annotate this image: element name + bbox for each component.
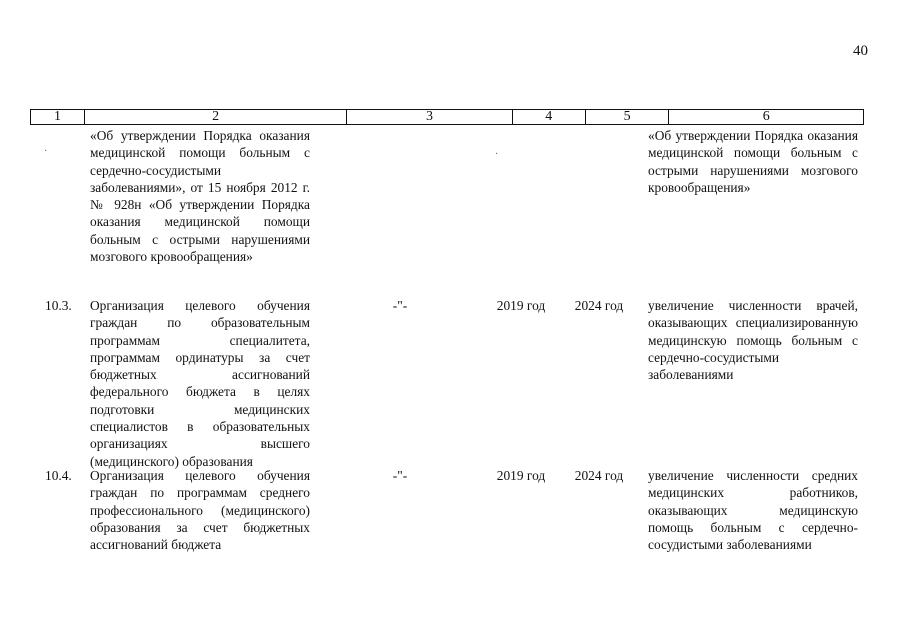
column-header-5: 5 (586, 110, 670, 124)
row-executor: -"- (392, 298, 408, 313)
row-number: 10.4. (45, 468, 72, 483)
row-number: 10.3. (45, 298, 72, 313)
row-description: Организация целевого обучения граждан по программам среднего профессионального (медицинского) образования за счет бюджетных ассигнований бюджета (90, 468, 310, 553)
row-end-date: 2024 год (574, 468, 624, 483)
row-result: увеличение численности врачей, оказывающих специализированную медицинскую помощь больным с сердечно-сосудистыми заболеваниями (648, 298, 858, 383)
column-header-4: 4 (513, 110, 586, 124)
column-header-6: 6 (762, 109, 770, 124)
row-start-date: 2019 год (496, 468, 546, 483)
row-executor: -"- (392, 468, 408, 483)
scan-speck: · (495, 149, 499, 160)
table-header-row (30, 109, 864, 125)
row-end-date: 2024 год (574, 298, 624, 313)
column-header-1: 1 (31, 110, 85, 124)
row-description: Организация целевого обучения граждан по образовательным программам специалитета, программам ординатуры за счет бюджетных ассигнований федерального бюджета в целях подготовки медицинских специалистов в образовательных организациях высшего (медицинского) образования (90, 298, 310, 469)
continuation-text-col6: «Об утверждении Порядка оказания медицинской помощи больным с острыми нарушениями мозгового кровообращения» (648, 128, 858, 195)
continuation-text-col2: «Об утверждении Порядка оказания медицинской помощи больным с сердечно-сосудистыми заболеваниями», от 15 ноября 2012 г. № 928н «Об утверждении Порядка оказания медицинской помощи больным с острыми нарушениями мозгового кровообращения» (90, 128, 310, 265)
row-start-date: 2019 год (496, 298, 546, 313)
row-result: увеличение численности средних медицинских работников, оказывающих медицинскую помощь больным с сердечно-сосудистыми заболеваниями (648, 468, 858, 553)
scan-speck: · (44, 146, 48, 157)
page-number: 40 (853, 43, 868, 59)
column-header-2: 2 (85, 110, 347, 124)
column-header-3: 3 (347, 110, 513, 124)
